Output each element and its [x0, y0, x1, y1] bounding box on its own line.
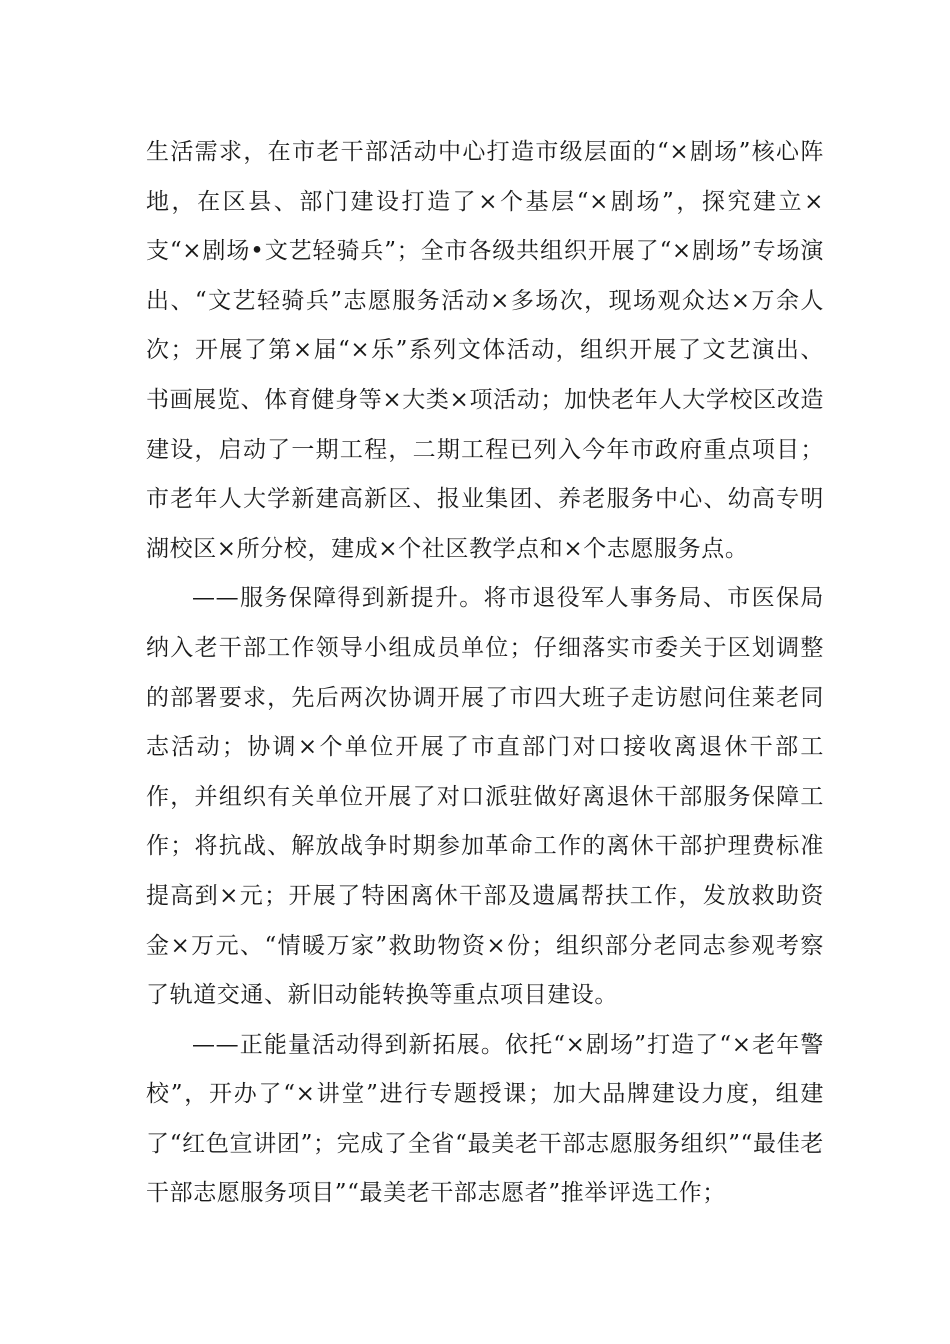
paragraph-positive-energy: ——正能量活动得到新拓展。依托“×剧场”打造了“×老年警校”，开办了“×讲堂”进行专题授课；加大品牌建设力度，组建了“红色宣讲团”；完成了全省“最美老干部志愿服务组织”“最佳老干部志愿服务项目”“最美老干部志愿者”推举评选工作； [146, 1031, 824, 1207]
paragraph-service-guarantee: ——服务保障得到新提升。将市退役军人事务局、市医保局纳入老干部工作领导小组成员单位；仔细落实市委关于区划调整的部署要求，先后两次协调开展了市四大班子走访慰问住莱老同志活动；协调×个单位开展了市直部门对口接收离退休干部工作，并组织有关单位开展了对口派驻做好离退休干部服务保障工作；将抗战、解放战争时期参加革命工作的离休干部护理费标准提高到×元；开展了特困离休干部及遗属帮扶工作，发放救助资金×万元、“情暖万家”救助物资×份；组织部分老同志参观考察了轨道交通、新旧动能转换等重点项目建设。 [146, 585, 824, 1009]
document-body [146, 128, 824, 1219]
paragraph-activities: 生活需求，在市老干部活动中心打造市级层面的“×剧场”核心阵地，在区县、部门建设打造了×个基层“×剧场”，探究建立×支“×剧场•文艺轻骑兵”；全市各级共组织开展了“×剧场”专场演出、“文艺轻骑兵”志愿服务活动×多场次，现场观众达×万余人次；开展了第×届“×乐”系列文体活动，组织开展了文艺演出、书画展览、体育健身等×大类×项活动；加快老年人大学校区改造建设，启动了一期工程，二期工程已列入今年市政府重点项目；市老年人大学新建高新区、报业集团、养老服务中心、幼高专明湖校区×所分校，建成×个社区教学点和×个志愿服务点。 [146, 139, 824, 562]
